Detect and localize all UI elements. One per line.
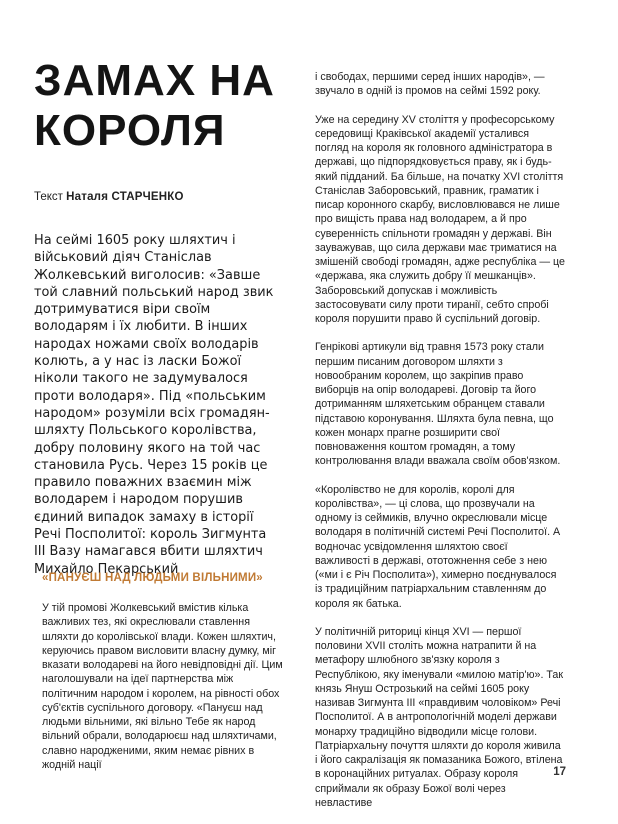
page-number: 17 [553, 766, 566, 778]
left-column [42, 601, 284, 772]
lead-text: На сеймі 1605 року шляхтич і військовий діяч Станіслав Жолкевський виголосив: «Завше той славний польський народ звик дотримуватися віри своїм володарям і їх любити. В інших народах ножами своїх володарів колють, а у нас із ласки Божої ніколи такого не задумувалося проти володаря». Під «польським народом» розуміли всіх громадян-шляхту Польського королівства, добру половину якого на той час становила Русь. Через 15 років це правило поважних взаємин між володарем і народом порушив єдиний випадок замаху в історії Речі Посполитої: король Зигмунта ІІІ Вазу намагався вбити шляхтич Михайло Пекарський [34, 233, 274, 577]
byline [34, 191, 184, 203]
right-paragraph-2: Уже на середину XV століття у професорському середовищі Краківської академії усталився погляд на короля як головного адміністратора в державі, що підпорядковується праву, як і будь-який підданий. Ба більше, на початку XVI століття Станіслав Заборовський, правник, граматик і писар коронного скарбу, висловлювався не лише про вищість права над володарем, а й про суверенність спільноти громадян у державі. Він зауважував, що сила держави має триматися на змішеній свободі громадян, адже республіка — це «держава, яка служить добру її мешканців». Заборовський допускав і можливість застосовувати силу проти тиранії, себто спробі короля порушити право й суспільний договір. [315, 113, 565, 325]
right-paragraph-5: У політичній риториці кінця XVI — першої половини XVII століть можна натрапити й на метафору шлюбного зв'язку короля з Республікою, яку іменували «милою матір'ю». Так князь Януш Острозький на сеймі 1605 року називав Зигмунта ІІІ «правдивим чоловіком» Речі Посполитої. А в антропологічній моделі держави монарху традиційно відводили місце голови. Патріархальну почуття шляхти до короля живила і його сакралізація як помазаника Божого, втілена в коронаційних ритуалах. Образу короля сприймали як образу Божої волі через невластиве [315, 625, 564, 809]
section-subheading: «ПАНУЄШ НАД ЛЮДЬМИ ВІЛЬНИМИ» [42, 572, 263, 584]
lead-paragraph [34, 232, 279, 578]
right-paragraph-3: Генрікові артикули від травня 1573 року стали першим писаним договором шляхти з новообраним королем, що закріпив право виборців на опір володареві. Договір та його дотриманням шляхетським обранцем ставали підставою коронування. Шляхта була певна, що кожен монарх прагне розширити свої повноваження коштом громадян, а тому контролювання влади вважала своїм обов'язком. [315, 341, 561, 468]
right-column [315, 70, 565, 824]
left-column-text: У тій промові Жолкевський вмістив кілька важливих тез, які окреслювали ставлення шляхти до королівської влади. Кожен шляхтич, керуючись правом висловити власну думку, міг вказати володареві на його невідповідні дії. Цим наголошували на ідеї партнерства між політичним народом і королем, на рівності обох суб'єктів суспільного договору. «Пануєш над людьми вільними, які вільно Тебе як народ вільний обрали, володарюєш над шляхтичами, славно народженими, яким немає рівних в жодній нації [42, 602, 283, 771]
right-paragraph-1: і свободах, першими серед інших народів», — звучало в одній із промов на сеймі 1592 року. [315, 71, 545, 98]
article-title: ЗАМАХ НА КОРОЛЯ [34, 56, 275, 155]
right-paragraph-4: «Королівство не для королів, королі для королівства», — ці слова, що прозвучали на одному із сеймиків, влучно окреслювали місце володаря в політичній системі Речі Посполитої. А водночас усвідомлення шляхтою своєї важливості в державі, ототожнення себе з нею («ми і є Річ Посполита»), химерно поєднувалося із традиційним патріархальним ставленням до короля як батька. [315, 483, 561, 610]
author-name: Наталя СТАРЧЕНКО [66, 191, 184, 203]
byline-label: Текст [34, 191, 63, 203]
